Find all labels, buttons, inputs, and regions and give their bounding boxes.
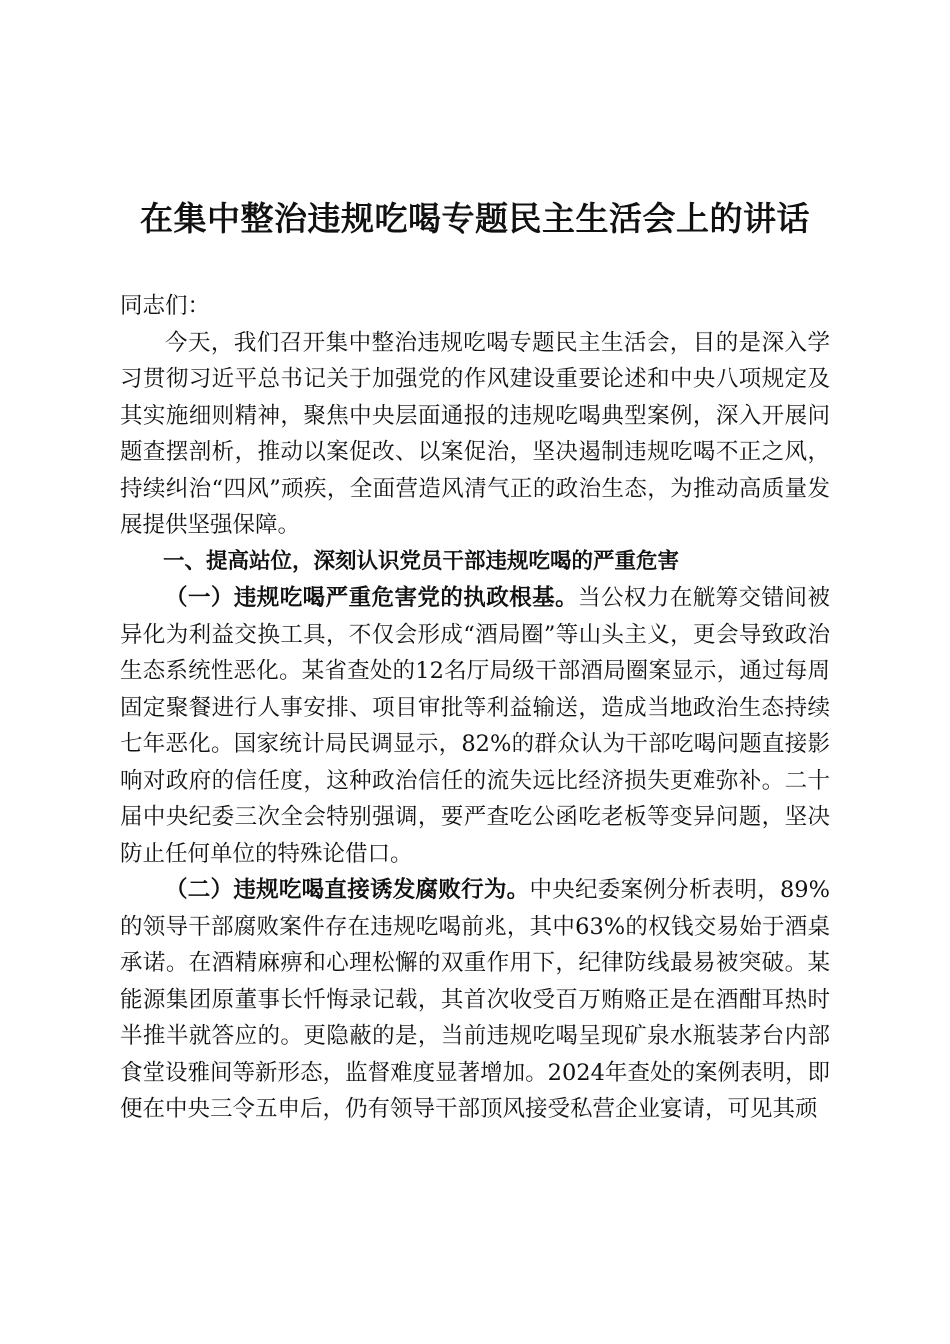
intro-paragraph: 今天，我们召开集中整治违规吃喝专题民主生活会，目的是深入学习贯彻习近平总书记关于加强党的作风建设重要论述和中央八项规定及其实施细则精神，聚焦中央层面通报的违规吃喝典型案例，深入开展问题查摆剖析，推动以案促改、以案促治，坚决遏制违规吃喝不正之风，持续纠治“四风”顽疾，全面营造风清气正的政治生态，为推动高质量发展提供坚强保障。 (120, 329, 830, 538)
document-body (120, 288, 830, 1128)
point-lead-1: （一）违规吃喝严重危害党的执政根基。 (165, 585, 579, 611)
point-lead-2: （二）违规吃喝直接诱发腐败行为。 (165, 877, 530, 903)
point-body-1: 当公权力在觥筹交错间被异化为利益交换工具，不仅会形成“酒局圈”等山头主义，更会导致政治生态系统性恶化。某省查处的12名厅局级干部酒局圈案显示，通过每周固定聚餐进行人事安排、项目审批等利益输送，造成当地政治生态持续七年恶化。国家统计局民调显示，82%的群众认为干部吃喝问题直接影响对政府的信任度，这种政治信任的流失远比经济损失更难弥补。二十届中央纪委三次全会特别强调，要严查吃公函吃老板等变异问题，坚决防止任何单位的特殊论借口。 (120, 585, 830, 867)
point-paragraph-2 (120, 872, 830, 1128)
section-heading-1: 一、提高站位，深刻认识党员干部违规吃喝的严重危害 (163, 548, 680, 574)
salutation: 同志们： (120, 293, 211, 319)
document-title: 在集中整治违规吃喝专题民主生活会上的讲话 (140, 199, 810, 238)
point-body-2: 中央纪委案例分析表明，89%的领导干部腐败案件存在违规吃喝前兆，其中63%的权钱交易始于酒桌承诺。在酒精麻痹和心理松懈的双重作用下，纪律防线最易被突破。某能源集团原董事长忏悔录记载，其首次收受百万贿赂正是在酒酣耳热时半推半就答应的。更隐蔽的是，当前违规吃喝呈现矿泉水瓶装茅台内部食堂设雅间等新形态，监督难度显著增加。2024年查处的案例表明，即便在中央三令五申后，仍有领导干部顶风接受私营企业宴请，可见其顽 (120, 877, 830, 1122)
point-paragraph-1 (120, 580, 830, 872)
